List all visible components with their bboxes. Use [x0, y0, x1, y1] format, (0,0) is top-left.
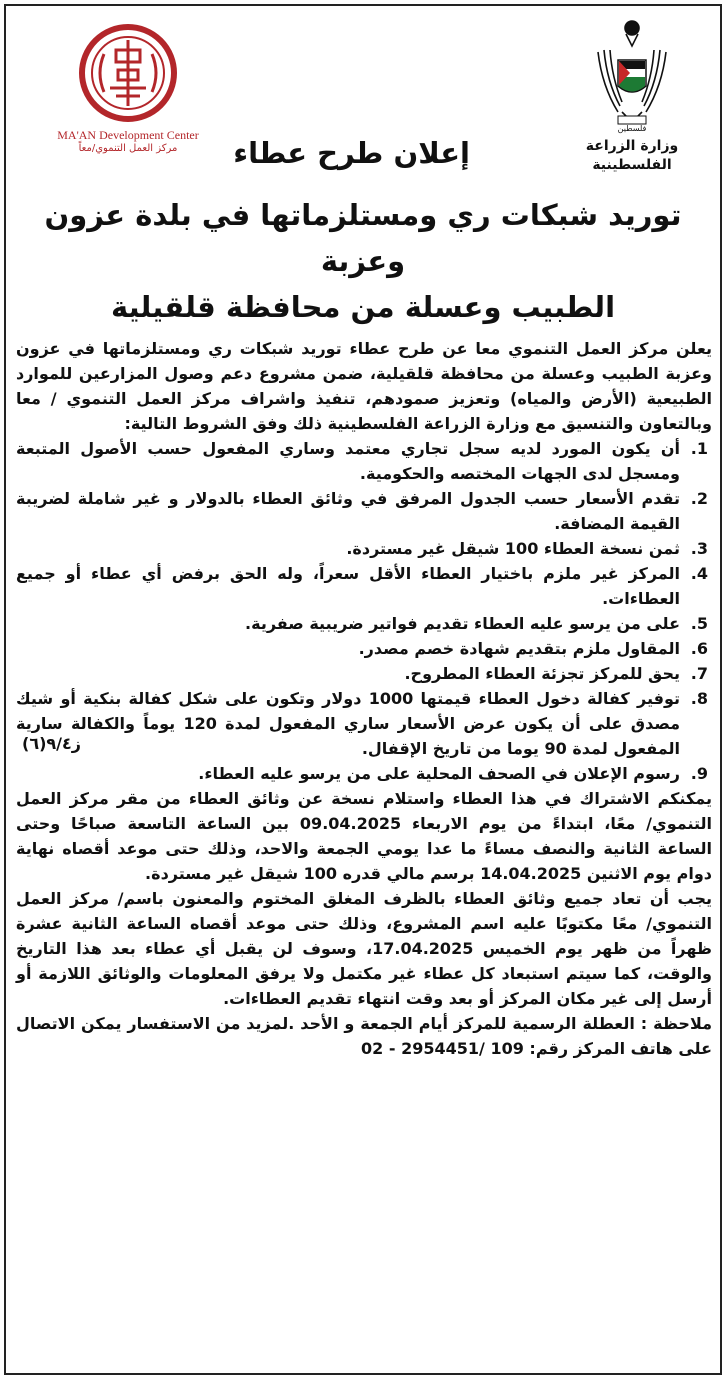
maan-name-en: MA'AN Development Center [57, 128, 199, 142]
condition-item [16, 686, 712, 761]
ministry-name-line1: وزارة الزراعة [585, 138, 679, 154]
condition-number: 1. [690, 439, 708, 458]
condition-number: 9. [690, 764, 708, 783]
condition-number: 8. [690, 689, 708, 708]
condition-text: المركز غير ملزم باختيار العطاء الأقل سعراً، وله الحق برفض أي عطاء أو جميع العطاءات. [16, 564, 680, 608]
condition-number: 7. [690, 664, 708, 683]
ministry-name-line2: الفلسطينية [592, 157, 672, 173]
condition-number: 2. [690, 489, 708, 508]
condition-text: المقاول ملزم بتقديم شهادة خصم مصدر. [358, 639, 680, 658]
condition-text: تقدم الأسعار حسب الجدول المرفق في وثائق العطاء بالدولار و غير شاملة لضريبة القيمة المضافة. [16, 489, 680, 533]
participation-paragraph: يمكنكم الاشتراك في هذا العطاء واستلام نسخة عن وثائق العطاء من مقر مركز العمل التنموي/ معًا، ابتداءً من يوم الاربعاء 09.04.2025 بين الساعة التاسعة صباحًا وحتى الساعة الثانية والنصف مساءً ما عدا يومي الجمعة والاحد، وذلك حتى موعد أقصاه نهاية دوام يوم الاثنين 14.04.2025 برسم مالي قدره 100 شيقل غير مستردة. [16, 789, 713, 883]
header [6, 6, 720, 196]
condition-item [16, 761, 712, 786]
condition-text: رسوم الإعلان في الصحف المحلية على من يرسو عليه العطاء. [198, 764, 680, 783]
condition-text: على من يرسو عليه العطاء تقديم فواتير ضريبية صفرية. [245, 614, 680, 633]
condition-item [16, 561, 712, 611]
maan-emblem-icon [76, 24, 180, 122]
intro-paragraph: يعلن مركز العمل التنموي معا عن طرح عطاء توريد شبكات ري ومستلزماتها في عزون وعزبة الطبيب وعسلة من محافظة قلقيلية، ضمن مشروع دعم وصول المزارعين للموارد الطبيعية (الأرض والمياه) وتعزيز صمودهم، تنفيذ واشراف مركز العمل التنموي / معا وبالتعاون والتنسيق مع وزارة الزراعة الفلسطينية ذلك وفق الشروط التالية: [16, 339, 712, 433]
condition-item [16, 536, 712, 561]
ministry-logo [572, 16, 692, 175]
announcement-body [6, 336, 720, 1061]
condition-number: 3. [690, 539, 708, 558]
condition-item [16, 436, 712, 486]
condition-text: توفير كفالة دخول العطاء قيمتها 1000 دولار وتكون على شكل كفالة بنكية أو شيك مصدق على أن يكون عرض الأسعار ساري المفعول لمدة 120 يوماً والكفالة سارية المفعول لمدة 90 يوما من تاريخ الإقفال. [16, 689, 680, 758]
condition-item [16, 486, 712, 536]
condition-text: أن يكون المورد لديه سجل تجاري معتمد وساري المفعول حسب الأصول المتبعة ومسجل لدى الجهات المختصه والحكومية. [16, 439, 680, 483]
tender-title [6, 192, 720, 330]
palestine-eagle-emblem-icon [592, 16, 672, 134]
tender-title-line2: الطبيب وعسلة من محافظة قلقيلية [110, 290, 616, 324]
condition-text: ثمن نسخة العطاء 100 شيقل غير مستردة. [346, 539, 680, 558]
contact-note: ملاحظة : العطلة الرسمية للمركز أيام الجمعة و الأحد .لمزيد من الاستفسار يمكن الاتصال على هاتف المركز رقم: 109 /2954451 - 02 [16, 1014, 712, 1058]
condition-item [16, 636, 712, 661]
maan-name-ar: مركز العمل التنموي/معاً [78, 143, 178, 154]
condition-number: 6. [690, 639, 708, 658]
condition-number: 4. [690, 564, 708, 583]
emblem-ribbon-text: فلسطين [617, 124, 647, 133]
submission-paragraph: يجب أن تعاد جميع وثائق العطاء بالظرف المغلق المختوم والمعنون باسم/ مركز العمل التنموي/ معًا مكتوبًا عليه اسم المشروع، وذلك حتى موعد أقصاه الساعة الثانية عشرة ظهراً من ظهر يوم الخميس 17.04.2025، وسوف لن يقبل أي عطاء بعد هذا التاريخ والوقت، كما سيتم استبعاد كل عطاء غير مكتمل ولا يرفق المعلومات والوثائق اللازمة أو أرسل إلى غير مكان المركز أو بعد وقت انتهاء تقديم العطاءات. [16, 889, 712, 1008]
condition-item [16, 611, 712, 636]
ministry-name [572, 137, 692, 175]
publication-ref-code: ز٩/٤(٦) [22, 734, 81, 753]
condition-number: 5. [690, 614, 708, 633]
condition-text: يحق للمركز تجزئة العطاء المطروح. [404, 664, 680, 683]
conditions-list [16, 436, 712, 786]
maan-logo [48, 24, 208, 154]
tender-announcement [4, 4, 722, 1375]
ad-type-heading: إعلان طرح عطاء [233, 136, 470, 170]
condition-item [16, 661, 712, 686]
tender-title-line1: توريد شبكات ري ومستلزماتها في بلدة عزون وعزبة [44, 198, 682, 278]
